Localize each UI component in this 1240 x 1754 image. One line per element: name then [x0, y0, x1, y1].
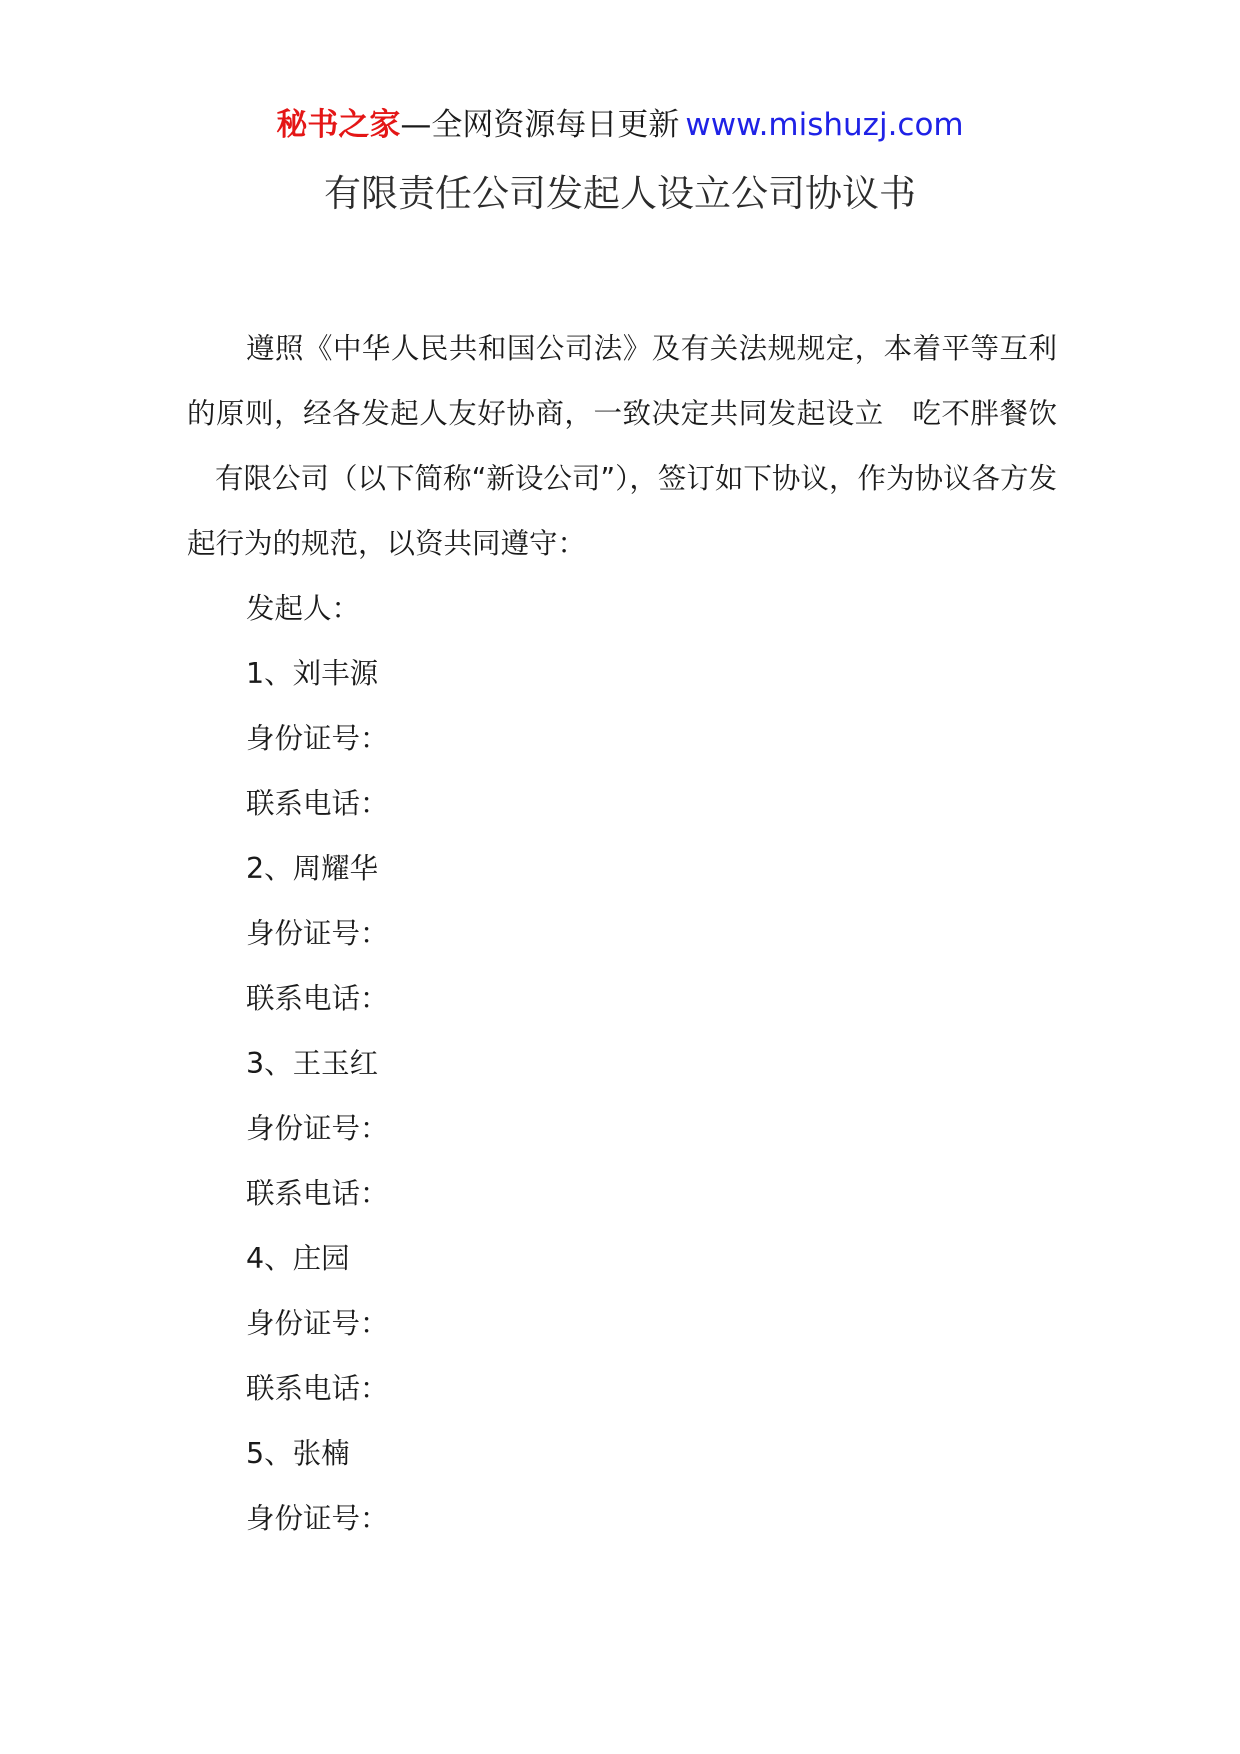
founder-id-label: 身份证号： — [246, 1502, 389, 1535]
founder-id-label: 身份证号： — [246, 722, 389, 755]
founder-id-label: 身份证号： — [246, 917, 389, 950]
site-url-link[interactable]: www.mishuzj.com — [685, 107, 964, 143]
brand-name: 秘书之家 — [276, 107, 401, 143]
founder-phone-label: 联系电话： — [246, 982, 389, 1015]
site-header — [0, 100, 1240, 150]
document-body — [187, 316, 1057, 1551]
brand-slogan: —全网资源每日更新 — [400, 107, 680, 143]
intro-text-part2: 有限公司（以下简称“新设公司”），签订如下协议，作为协议各方发起行为的规范，以资共同遵守： — [187, 462, 1057, 560]
intro-text-part1: 遵照《中华人民共和国公司法》及有关法规规定，本着平等互利的原则，经各发起人友好协商，一致决定共同发起设立 — [187, 332, 1057, 430]
founders-heading: 发起人： — [246, 592, 361, 625]
founder-id-label: 身份证号： — [246, 1112, 389, 1145]
founder-phone-label: 联系电话： — [246, 787, 389, 820]
founder-name: 3、王玉红 — [246, 1047, 379, 1080]
founder-phone-label: 联系电话： — [246, 1372, 389, 1405]
founder-name: 1、刘丰源 — [246, 657, 379, 690]
founder-phone-label: 联系电话： — [246, 1177, 389, 1210]
intro-paragraph — [187, 316, 1057, 576]
founder-name: 5、张楠 — [246, 1437, 350, 1470]
founder-id-label: 身份证号： — [246, 1307, 389, 1340]
founder-name: 2、周耀华 — [246, 852, 379, 885]
founder-name: 4、庄园 — [246, 1242, 350, 1275]
company-name: 吃不胖餐饮 — [911, 397, 1057, 430]
document-title: 有限责任公司发起人设立公司协议书 — [324, 172, 916, 215]
